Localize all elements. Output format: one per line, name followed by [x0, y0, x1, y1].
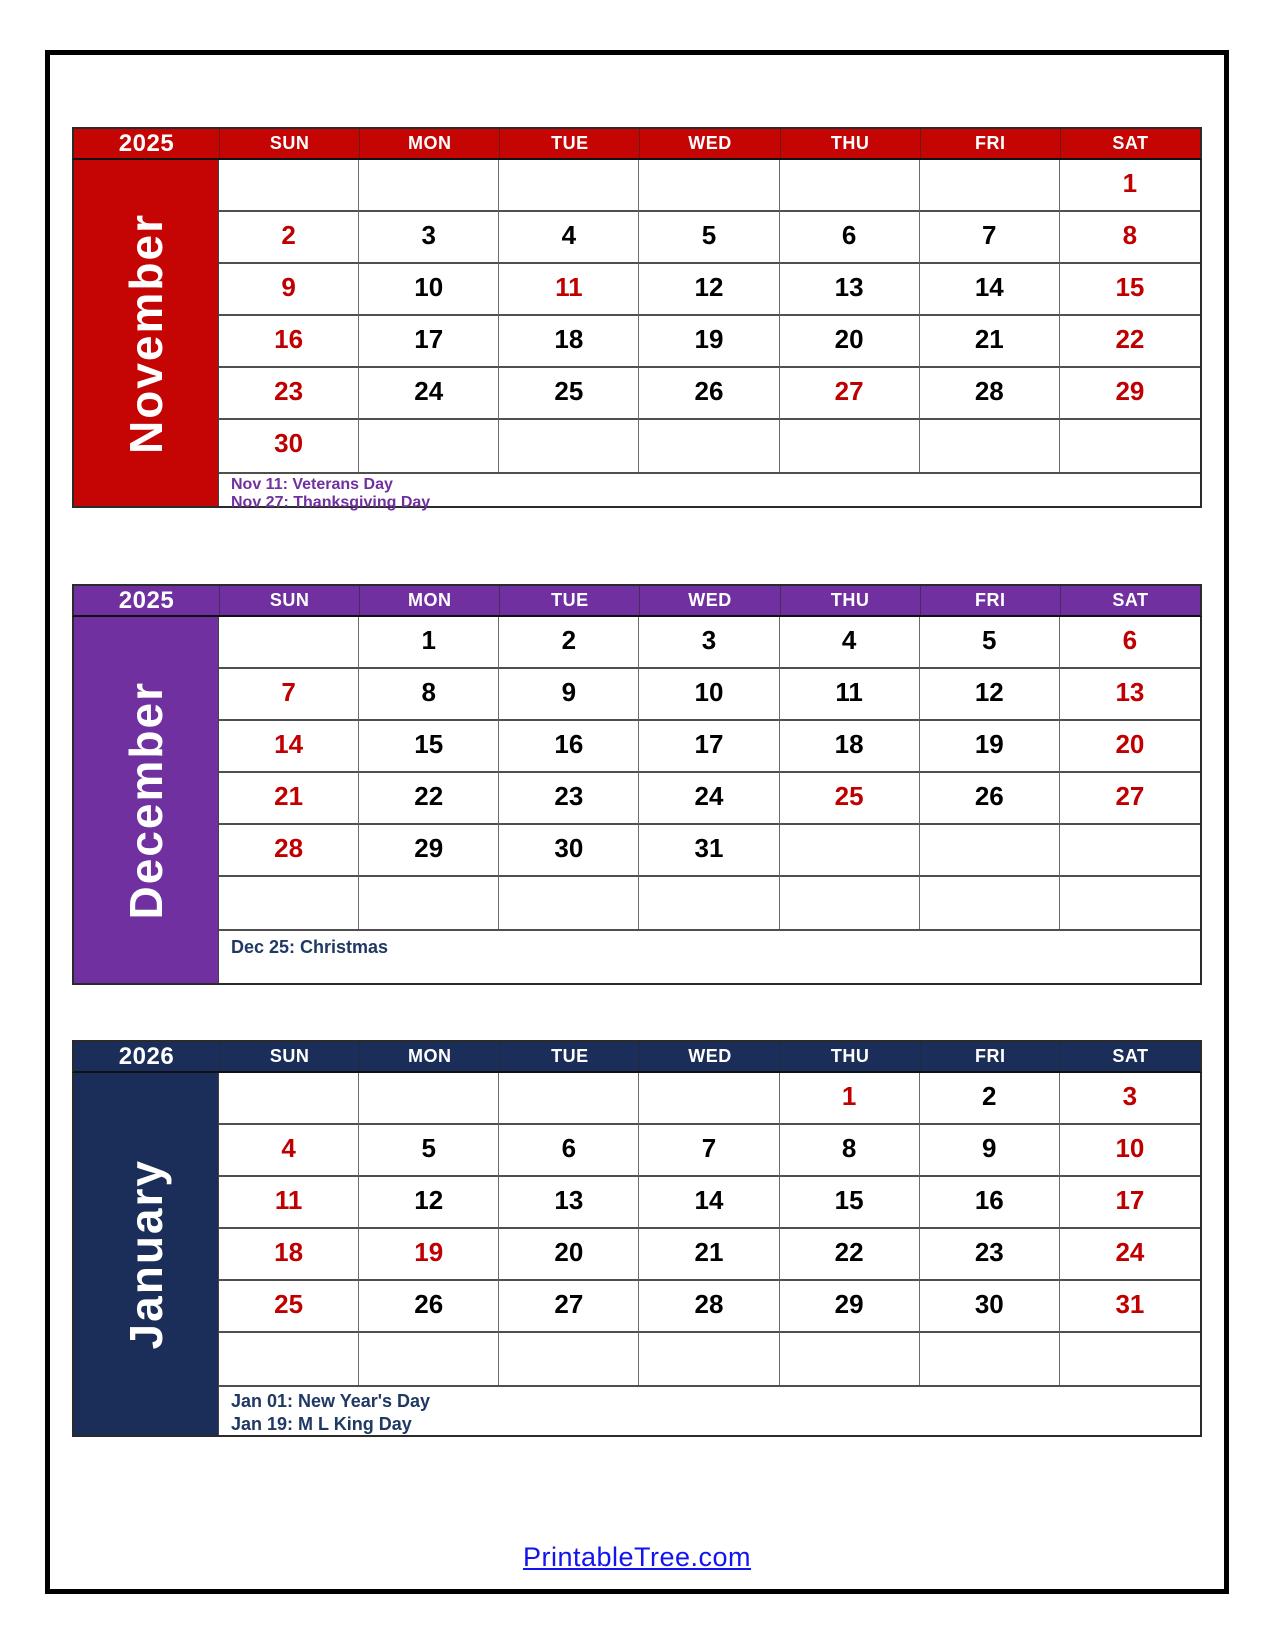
day-cell: 28	[920, 368, 1060, 420]
day-grid	[219, 1073, 1200, 1385]
day-cell: 30	[499, 825, 639, 877]
month-band	[74, 1073, 219, 1435]
weekday-header: TUE	[499, 586, 639, 615]
day-cell	[780, 1333, 920, 1385]
weekday-header: SUN	[219, 1042, 359, 1071]
day-cell: 8	[1060, 212, 1200, 264]
weekday-header: MON	[359, 1042, 499, 1071]
day-cell	[1060, 420, 1200, 472]
day-cell: 25	[219, 1281, 359, 1333]
day-cell: 5	[639, 212, 779, 264]
day-cell: 23	[219, 368, 359, 420]
holiday-note: Dec 25: Christmas	[231, 937, 389, 957]
day-cell: 31	[639, 825, 779, 877]
day-cell: 3	[359, 212, 499, 264]
calendar-body	[72, 617, 1202, 985]
day-cell: 24	[1060, 1229, 1200, 1281]
day-cell	[920, 420, 1060, 472]
day-cell: 29	[780, 1281, 920, 1333]
weekday-header: WED	[639, 1042, 779, 1071]
day-cell: 11	[219, 1177, 359, 1229]
day-cell: 5	[359, 1125, 499, 1177]
day-cell: 1	[359, 617, 499, 669]
weekday-header: TUE	[499, 1042, 639, 1071]
calendar-body	[72, 160, 1202, 511]
year-label: 2025	[118, 129, 175, 157]
day-cell: 9	[219, 264, 359, 316]
holiday-note: Jan 01: New Year's Day	[231, 1391, 431, 1411]
day-cell: 9	[920, 1125, 1060, 1177]
day-cell	[780, 825, 920, 877]
holiday-note: Jan 19: M L King Day	[231, 1414, 412, 1434]
day-cell	[920, 160, 1060, 212]
calendar-january-2026	[72, 1040, 1202, 1437]
day-cell: 9	[499, 669, 639, 721]
day-grid	[219, 160, 1200, 472]
day-cell: 8	[780, 1125, 920, 1177]
day-cell	[920, 877, 1060, 929]
weekday-header: FRI	[920, 586, 1060, 615]
day-cell: 11	[499, 264, 639, 316]
day-cell: 14	[639, 1177, 779, 1229]
day-cell	[639, 1073, 779, 1125]
day-cell	[499, 877, 639, 929]
day-cell	[780, 877, 920, 929]
day-cell: 2	[219, 212, 359, 264]
day-cell: 22	[780, 1229, 920, 1281]
day-cell: 20	[780, 316, 920, 368]
calendar-header-row	[72, 584, 1202, 617]
calendar-body	[72, 1073, 1202, 1437]
calendar-november-2025	[72, 127, 1202, 511]
day-cell	[920, 1333, 1060, 1385]
day-grid	[219, 617, 1200, 929]
day-cell: 16	[920, 1177, 1060, 1229]
day-cell: 14	[920, 264, 1060, 316]
weekday-header: THU	[780, 586, 920, 615]
day-cell: 4	[780, 617, 920, 669]
day-cell	[639, 877, 779, 929]
day-cell: 7	[639, 1125, 779, 1177]
day-cell: 4	[499, 212, 639, 264]
day-cell: 6	[780, 212, 920, 264]
day-cell: 21	[219, 773, 359, 825]
day-cell	[219, 1333, 359, 1385]
month-label: November	[120, 212, 172, 454]
day-cell: 18	[219, 1229, 359, 1281]
day-cell	[499, 160, 639, 212]
weekday-header: MON	[359, 586, 499, 615]
day-cell: 30	[219, 420, 359, 472]
day-cell: 22	[359, 773, 499, 825]
day-cell: 31	[1060, 1281, 1200, 1333]
month-label: December	[120, 680, 172, 920]
month-band	[74, 617, 219, 983]
day-cell	[219, 160, 359, 212]
footer	[45, 1542, 1229, 1573]
day-cell: 7	[920, 212, 1060, 264]
weekday-header: THU	[780, 129, 920, 158]
year-label: 2025	[118, 586, 175, 614]
day-cell: 17	[1060, 1177, 1200, 1229]
holiday-notes	[219, 472, 1200, 511]
day-cell: 13	[780, 264, 920, 316]
day-cell: 20	[1060, 721, 1200, 773]
day-cell: 30	[920, 1281, 1060, 1333]
holiday-note: Nov 11: Veterans Day	[231, 476, 393, 493]
day-cell	[499, 420, 639, 472]
day-cell: 1	[780, 1073, 920, 1125]
day-cell: 7	[219, 669, 359, 721]
year-label: 2026	[118, 1042, 175, 1070]
month-label: January	[120, 1158, 172, 1350]
day-cell: 24	[639, 773, 779, 825]
day-cell: 23	[499, 773, 639, 825]
day-cell: 22	[1060, 316, 1200, 368]
day-cell	[1060, 877, 1200, 929]
day-cell: 18	[499, 316, 639, 368]
calendar-header-row	[72, 127, 1202, 160]
day-cell: 27	[1060, 773, 1200, 825]
day-cell: 23	[920, 1229, 1060, 1281]
day-cell	[499, 1073, 639, 1125]
day-cell: 21	[639, 1229, 779, 1281]
weekday-header: WED	[639, 129, 779, 158]
day-cell: 25	[499, 368, 639, 420]
calendar-header-row	[72, 1040, 1202, 1073]
weekday-header: SAT	[1060, 1042, 1200, 1071]
day-cell: 24	[359, 368, 499, 420]
day-cell	[359, 420, 499, 472]
day-cell: 19	[920, 721, 1060, 773]
day-cell	[499, 1333, 639, 1385]
day-cell: 28	[219, 825, 359, 877]
day-cell: 13	[499, 1177, 639, 1229]
day-cell: 3	[639, 617, 779, 669]
day-cell: 1	[1060, 160, 1200, 212]
weekday-header: MON	[359, 129, 499, 158]
day-cell	[219, 1073, 359, 1125]
day-cell: 3	[1060, 1073, 1200, 1125]
day-cell	[1060, 825, 1200, 877]
weekday-header: SUN	[219, 129, 359, 158]
weekday-header: SAT	[1060, 129, 1200, 158]
day-cell: 15	[359, 721, 499, 773]
footer-link[interactable]: PrintableTree.com	[522, 1542, 752, 1572]
weekday-header: FRI	[920, 129, 1060, 158]
day-cell	[780, 160, 920, 212]
day-cell	[639, 1333, 779, 1385]
holiday-notes	[219, 1385, 1200, 1435]
weekday-header: THU	[780, 1042, 920, 1071]
day-cell: 15	[1060, 264, 1200, 316]
day-cell: 17	[359, 316, 499, 368]
day-cell: 12	[359, 1177, 499, 1229]
day-cell: 27	[499, 1281, 639, 1333]
day-cell: 2	[499, 617, 639, 669]
day-cell: 14	[219, 721, 359, 773]
day-cell: 29	[359, 825, 499, 877]
day-cell: 4	[219, 1125, 359, 1177]
weekday-header: SAT	[1060, 586, 1200, 615]
weekday-header: WED	[639, 586, 779, 615]
holiday-note: Nov 27: Thanksgiving Day	[231, 494, 431, 511]
day-cell: 15	[780, 1177, 920, 1229]
day-cell	[359, 1073, 499, 1125]
day-cell: 12	[920, 669, 1060, 721]
day-cell: 6	[499, 1125, 639, 1177]
day-cell	[219, 877, 359, 929]
day-cell: 17	[639, 721, 779, 773]
day-cell: 19	[359, 1229, 499, 1281]
day-cell	[1060, 1333, 1200, 1385]
calendar-december-2025	[72, 584, 1202, 985]
day-cell	[920, 825, 1060, 877]
day-cell: 2	[920, 1073, 1060, 1125]
day-cell	[359, 877, 499, 929]
weekday-header: SUN	[219, 586, 359, 615]
day-cell: 25	[780, 773, 920, 825]
weekday-header: FRI	[920, 1042, 1060, 1071]
day-cell: 27	[780, 368, 920, 420]
day-cell: 18	[780, 721, 920, 773]
day-cell	[639, 420, 779, 472]
day-cell	[359, 160, 499, 212]
day-cell: 10	[1060, 1125, 1200, 1177]
day-cell: 6	[1060, 617, 1200, 669]
day-cell: 10	[639, 669, 779, 721]
day-cell: 10	[359, 264, 499, 316]
holiday-notes	[219, 929, 1200, 983]
day-cell	[639, 160, 779, 212]
day-cell	[359, 1333, 499, 1385]
day-cell: 26	[920, 773, 1060, 825]
day-cell: 8	[359, 669, 499, 721]
day-cell: 5	[920, 617, 1060, 669]
day-cell: 13	[1060, 669, 1200, 721]
day-cell: 16	[219, 316, 359, 368]
day-cell: 20	[499, 1229, 639, 1281]
weekday-header: TUE	[499, 129, 639, 158]
day-cell: 28	[639, 1281, 779, 1333]
day-cell	[219, 617, 359, 669]
day-cell: 16	[499, 721, 639, 773]
day-cell	[780, 420, 920, 472]
day-cell: 29	[1060, 368, 1200, 420]
day-cell: 19	[639, 316, 779, 368]
day-cell: 26	[639, 368, 779, 420]
day-cell: 11	[780, 669, 920, 721]
month-band	[74, 160, 219, 506]
day-cell: 26	[359, 1281, 499, 1333]
day-cell: 12	[639, 264, 779, 316]
day-cell: 21	[920, 316, 1060, 368]
